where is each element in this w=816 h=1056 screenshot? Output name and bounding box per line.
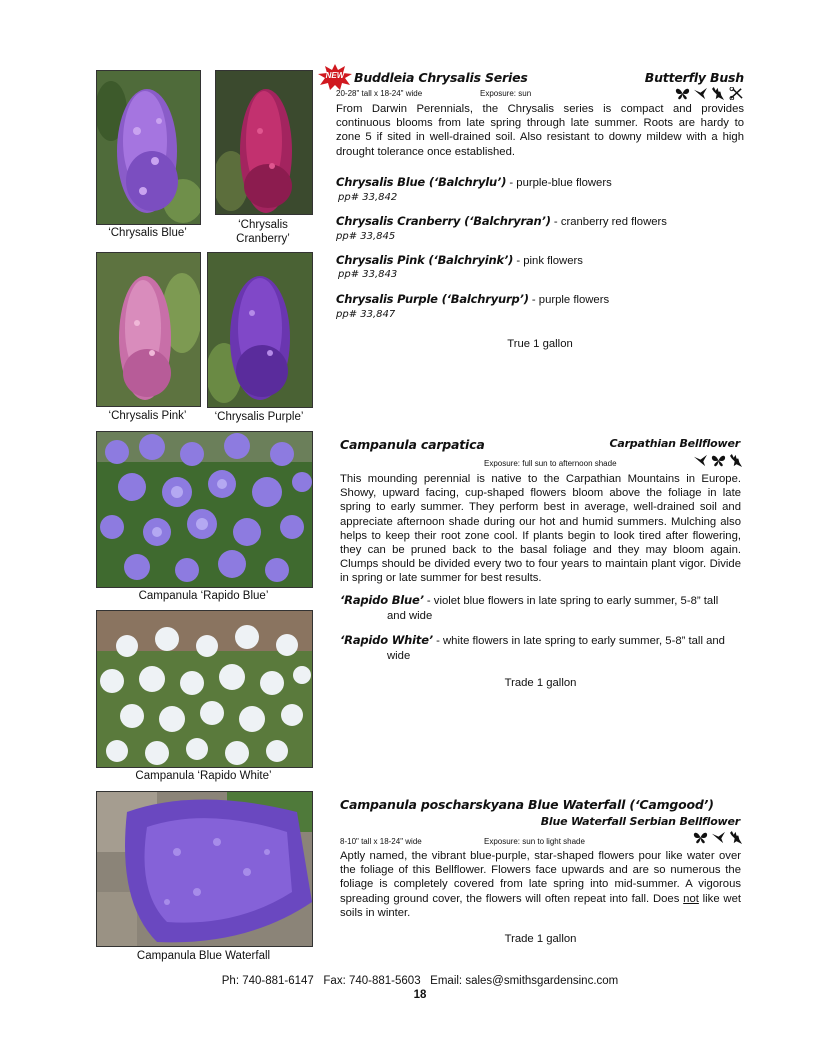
- description-blue-waterfall: [340, 849, 741, 920]
- variety-name: Chrysalis Blue (‘Balchrylu’): [336, 175, 507, 189]
- exposure-text: Exposure: full sun to afternoon shade: [484, 459, 617, 468]
- description-buddleia: From Darwin Perennials, the Chrysalis series is compact and provides continuous blooms from late spring through late summer. Roots are hardy to zone 5 if sited in well-drained soil. Also resistant to downy mildew with a high drought tolerance once established.: [336, 103, 744, 158]
- caption-rapido-white: Campanula ‘Rapido White’: [135, 770, 272, 782]
- page-number: 18: [413, 989, 427, 1001]
- deer-resistant-icon: [711, 87, 726, 100]
- variety-rapido-white: [340, 633, 741, 648]
- product-title-blue-waterfall: Campanula poscharskyana Blue Waterfall (‘Camgood’): [340, 797, 714, 812]
- variety-desc: - purple flowers: [528, 294, 610, 306]
- caption-chrysalis-blue: ‘Chrysalis Blue’: [108, 227, 187, 239]
- patent-number: pp# 33,845: [336, 231, 396, 242]
- patent-number: pp# 33,843: [338, 269, 398, 280]
- size-text: 8-10" tall x 18-24" wide: [340, 837, 422, 846]
- variety-name: Chrysalis Pink (‘Balchryink’): [336, 253, 514, 267]
- hummingbird-icon: [693, 87, 708, 100]
- container-size: Trade 1 gallon: [504, 933, 577, 945]
- photo-chrysalis-blue: [96, 70, 201, 225]
- caption-chrysalis-cranberry: ‘Chrysalis Cranberry’: [236, 219, 290, 245]
- photo-chrysalis-cranberry: [215, 70, 313, 215]
- butterfly-icon: [693, 831, 708, 844]
- product-title-buddleia: Buddleia Chrysalis Series: [354, 70, 528, 85]
- variety-rapido-white-cont: wide: [387, 650, 411, 662]
- container-size: Trade 1 gallon: [504, 677, 577, 689]
- description-emphasis: not: [683, 892, 699, 905]
- photo-chrysalis-purple: [207, 252, 313, 408]
- variety-chrysalis-blue: [336, 175, 612, 190]
- variety-rapido-blue-cont: and wide: [387, 610, 433, 622]
- photo-chrysalis-pink: [96, 252, 201, 407]
- exposure-text: Exposure: sun to light shade: [484, 837, 585, 846]
- variety-desc: - violet blue flowers in late spring to early summer, 5-8” tall: [423, 595, 719, 607]
- patent-number: pp# 33,847: [336, 309, 396, 320]
- patent-number: pp# 33,842: [338, 192, 398, 203]
- photo-rapido-white: [96, 610, 313, 768]
- variety-rapido-blue: [340, 593, 741, 608]
- description-campanula-carpatica: This mounding perennial is native to the Carpathian Mountains in Europe. Showy, upward facing, cup-shaped flowers bloom above the foliage in late spring to early summer. They perform best in average, well-drained soil and appreciate afternoon shade during our hot and humid summers. Mulching also helps to keep their root zone cool. If plants begin to look tired after flowering, they can be pruned back to the basal foliage and they may bloom again. Clumps should be divided every two to four years to maintain plant vigor. Divide in spring or late summer for best results.: [340, 473, 741, 585]
- exposure-text: Exposure: sun: [480, 89, 532, 98]
- common-name-serbian-bellflower: Blue Waterfall Serbian Bellflower: [540, 815, 740, 828]
- new-badge: [318, 64, 352, 90]
- hummingbird-icon: [711, 831, 726, 844]
- common-name-butterfly-bush: Butterfly Bush: [644, 70, 744, 85]
- caption-blue-waterfall: Campanula Blue Waterfall: [136, 950, 271, 962]
- attribute-icons: [693, 831, 744, 844]
- variety-desc: - white flowers in late spring to early summer, 5-8” tall and: [432, 635, 725, 647]
- variety-chrysalis-purple: [336, 292, 609, 307]
- variety-name: ‘Rapido Blue’: [340, 593, 424, 607]
- description-part: Aptly named, the vibrant blue-purple, star-shaped flowers pour like water over the foliage of this Bellflower. Flowers face upwards and are so numerous the foliage is completely covered from late spring into mid-summer. A vigorous spreading ground cover, the flowers will often repeat into fall. Does: [340, 850, 741, 905]
- attribute-icons: [693, 454, 744, 467]
- variety-desc: - pink flowers: [513, 255, 583, 267]
- cut-flower-icon: [729, 87, 744, 100]
- caption-chrysalis-pink: ‘Chrysalis Pink’: [108, 410, 187, 422]
- variety-chrysalis-pink: [336, 253, 583, 268]
- container-size: True 1 gallon: [507, 338, 573, 350]
- hummingbird-icon: [693, 454, 708, 467]
- attribute-icons: [675, 87, 744, 100]
- photo-blue-waterfall: [96, 791, 313, 947]
- footer-contact: Ph: 740-881-6147 Fax: 740-881-5603 Email: sales@smithsgardensinc.com: [221, 975, 619, 987]
- size-text: 20-28" tall x 18-24" wide: [336, 89, 423, 98]
- variety-desc: - purple-blue flowers: [506, 177, 612, 189]
- deer-resistant-icon: [729, 831, 744, 844]
- caption-chrysalis-purple: ‘Chrysalis Purple’: [214, 411, 304, 423]
- butterfly-icon: [675, 87, 690, 100]
- photo-rapido-blue: [96, 431, 313, 588]
- variety-name: ‘Rapido White’: [340, 633, 433, 647]
- common-name-carpathian-bellflower: Carpathian Bellflower: [609, 437, 740, 450]
- deer-resistant-icon: [729, 454, 744, 467]
- caption-rapido-blue: Campanula ‘Rapido Blue’: [138, 590, 269, 602]
- variety-name: Chrysalis Purple (‘Balchryurp’): [336, 292, 529, 306]
- variety-chrysalis-cranberry: [336, 214, 667, 229]
- description-part: like wet soils in winter.: [340, 892, 741, 919]
- variety-desc: - cranberry red flowers: [550, 216, 667, 228]
- product-title-campanula-carpatica: Campanula carpatica: [340, 437, 485, 452]
- butterfly-icon: [711, 454, 726, 467]
- new-badge-label: NEW: [325, 71, 345, 80]
- variety-name: Chrysalis Cranberry (‘Balchryran’): [336, 214, 551, 228]
